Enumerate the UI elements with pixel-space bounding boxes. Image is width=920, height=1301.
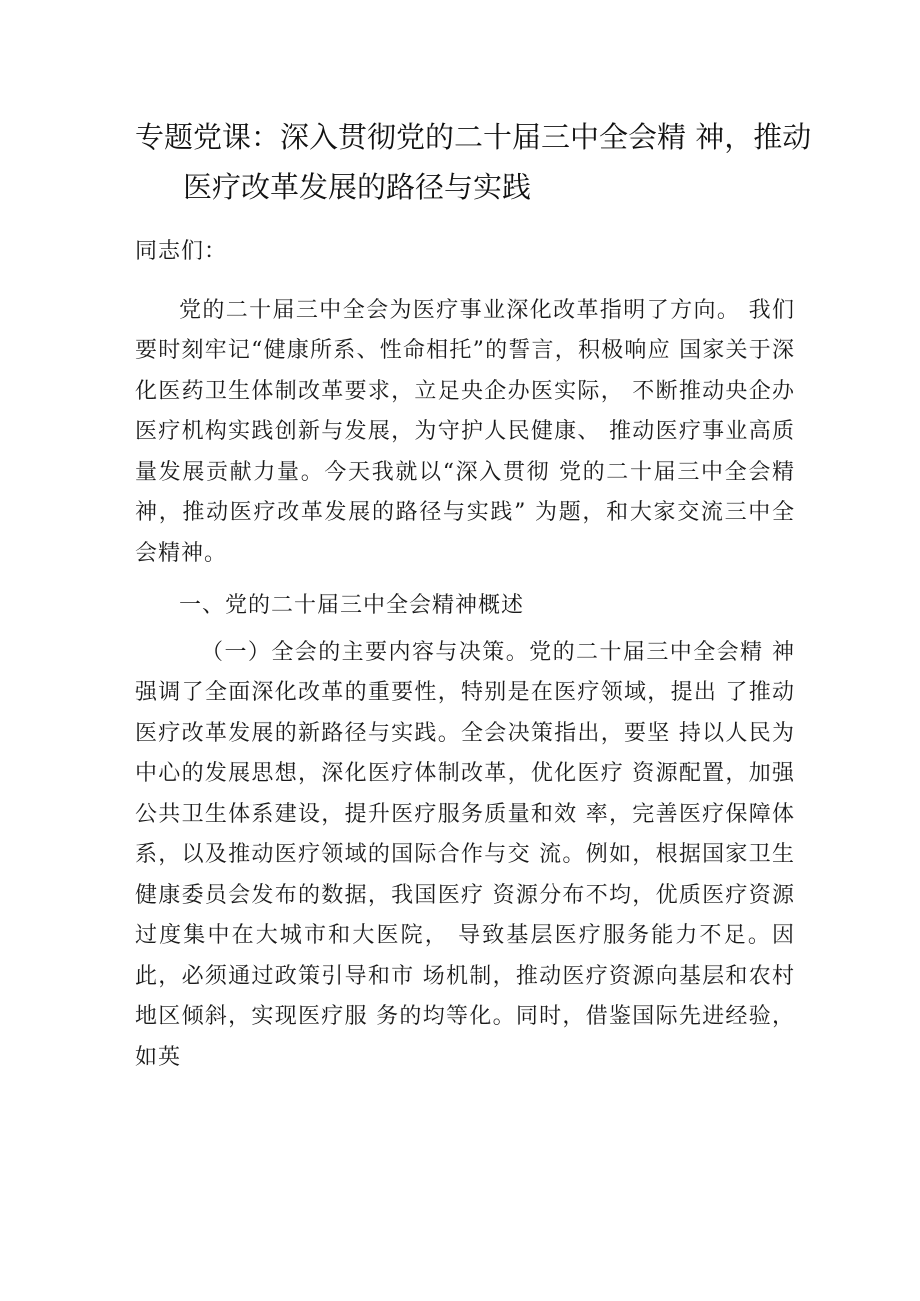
document-body — [135, 232, 795, 1078]
section-heading-1: 一、党的二十届三中全会精神概述 — [179, 593, 525, 618]
title-line-1: 专题党课：深入贯彻党的二十届三中全会精 神，推动 — [135, 120, 812, 154]
paragraph-intro: 党的二十届三中全会为医疗事业深化改革指明了方向。 我们要时刻牢记“健康所系、性命相托”的誓言，积极响应 国家关于深化医药卫生体制改革要求，立足央企办医实际， 不断推动央企办医疗机构实践创新与发展，为守护人民健康、 推动医疗事业高质量发展贡献力量。今天我就以“深入贯彻 党的二十届三中全会精神，推动医疗改革发展的路径与实践” 为题，和大家交流三中全会精神。 — [135, 297, 795, 566]
salutation: 同志们： — [135, 239, 228, 264]
paragraph-subsection-1: （一）全会的主要内容与决策。党的二十届三中全会精 神强调了全面深化改革的重要性，特别是在医疗领域，提出 了推动医疗改革发展的新路径与实践。全会决策指出，要坚 持以人民为中心的发展思想，深化医疗体制改革，优化医疗 资源配置，加强公共卫生体系建设，提升医疗服务质量和效 率，完善医疗保障体系，以及推动医疗领域的国际合作与交 流。例如，根据国家卫生健康委员会发布的数据，我国医疗 资源分布不均，优质医疗资源过度集中在大城市和大医院， 导致基层医疗服务能力不足。因此，必须通过政策引导和市 场机制，推动医疗资源向基层和农村地区倾斜，实现医疗服 务的均等化。同时，借鉴国际先进经验，如英 — [135, 639, 795, 1070]
document-title — [135, 112, 815, 212]
title-line-2: 医疗改革发展的路径与实践 — [183, 170, 532, 204]
